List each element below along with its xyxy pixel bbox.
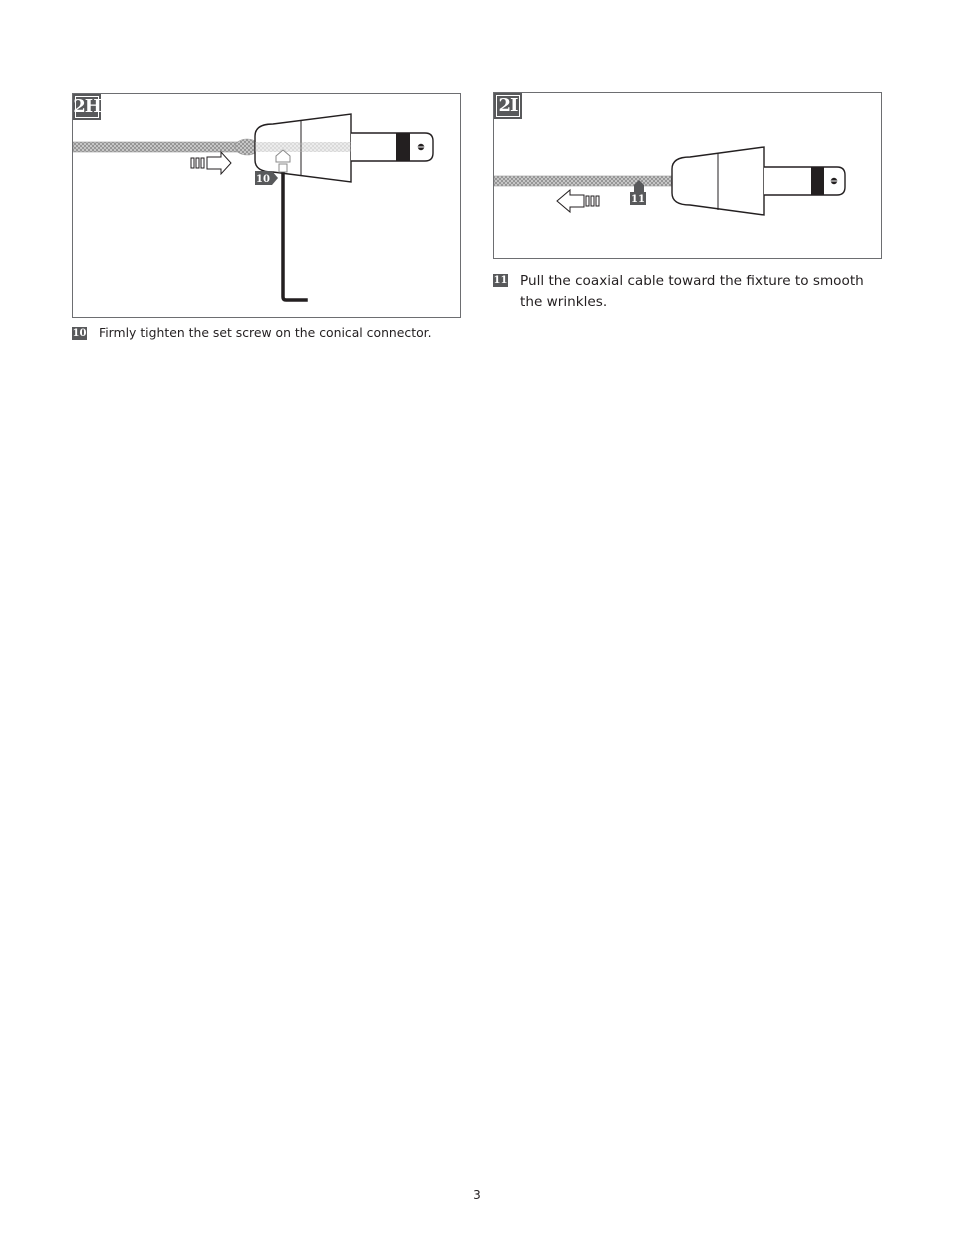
figure-2i-illustration (494, 93, 883, 260)
fixture-band (811, 167, 824, 195)
pull-arrow-icon (557, 190, 599, 212)
push-arrow-icon (191, 152, 231, 174)
inner-cable-phantom (255, 142, 351, 152)
callout-10-label: 10 (256, 174, 270, 185)
step-text: Pull the coaxial cable toward the fixture to smooth the wrinkles. (520, 273, 864, 310)
figure-2i (493, 92, 882, 259)
callout-11-label: 11 (631, 194, 645, 205)
figure-2h (72, 93, 461, 318)
set-screw-icon (279, 164, 287, 172)
figure-2h-label: 2H (73, 94, 101, 120)
figure-2i-label: 2I (494, 93, 522, 119)
page-number: 3 (473, 1188, 481, 1202)
figure-2h-illustration (73, 94, 462, 319)
step-10 (72, 326, 472, 340)
braided-cable (494, 176, 674, 186)
step-text: Firmly tighten the set screw on the conical connector. (99, 325, 432, 340)
braided-cable (73, 142, 245, 152)
step-number-badge: 10 (72, 328, 87, 339)
step-number-badge: 11 (493, 275, 508, 286)
step-11 (493, 271, 883, 313)
hex-key (283, 174, 306, 300)
fixture-band (396, 133, 410, 161)
